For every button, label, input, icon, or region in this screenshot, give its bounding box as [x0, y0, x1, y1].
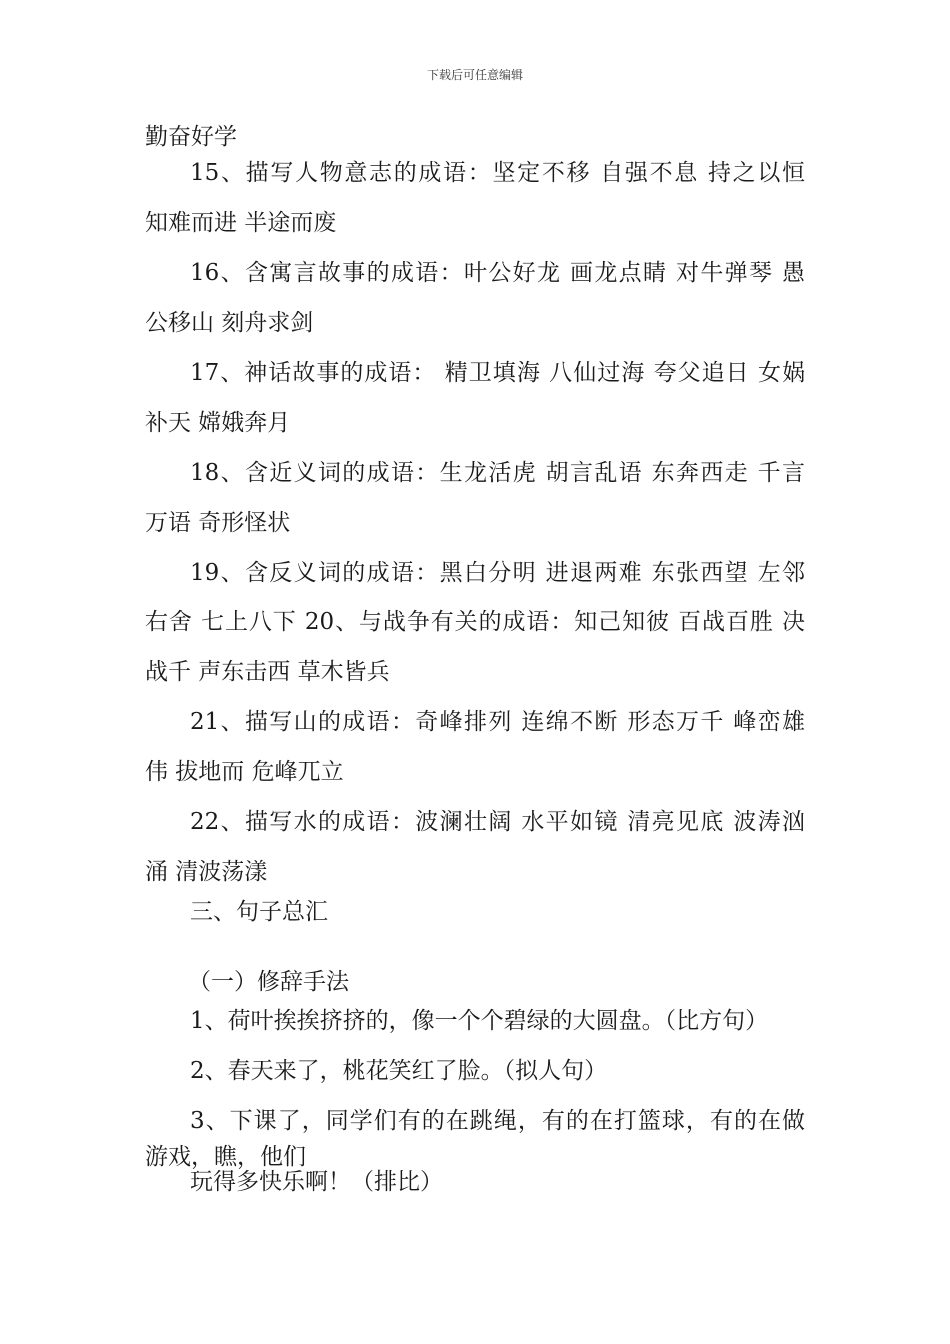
section-heading: 三、句子总汇 [190, 899, 328, 925]
page-header: 下载后可任意编辑 [426, 68, 523, 82]
text-line: 21、描写山的成语：奇峰排列 连绵不断 形态万千 峰峦雄 [190, 709, 805, 735]
text-line: 游戏，瞧，他们 [145, 1144, 306, 1170]
text-line: 万语 奇形怪状 [145, 510, 291, 536]
text-line: 19、含反义词的成语：黑白分明 进退两难 东张西望 左邻 [190, 560, 805, 586]
text-line: 涌 清波荡漾 [145, 859, 268, 885]
text-line: 战千 声东击西 草木皆兵 [145, 659, 390, 685]
text-line: 公移山 刻舟求剑 [145, 310, 314, 336]
text-line: 右舍 七上八下 20、与战争有关的成语：知己知彼 百战百胜 决 [145, 609, 805, 635]
text-line: 玩得多快乐啊！（排比） [190, 1169, 443, 1195]
text-line: 3、下课了，同学们有的在跳绳，有的在打篮球，有的在做 [190, 1108, 805, 1134]
text-line: 补天 嫦娥奔月 [145, 410, 291, 436]
text-line: 2、春天来了，桃花笑红了脸。（拟人句） [190, 1058, 608, 1084]
text-line: 15、描写人物意志的成语：坚定不移 自强不息 持之以恒 [190, 160, 805, 186]
text-line: 1、荷叶挨挨挤挤的，像一个个碧绿的大圆盘。（比方句） [190, 1008, 769, 1034]
text-line: 勤奋好学 [145, 124, 237, 150]
text-line: 知难而进 半途而废 [145, 210, 337, 236]
text-line: 16、含寓言故事的成语：叶公好龙 画龙点睛 对牛弹琴 愚 [190, 260, 805, 286]
text-line: 18、含近义词的成语：生龙活虎 胡言乱语 东奔西走 千言 [190, 460, 805, 486]
subsection-heading: （一）修辞手法 [188, 969, 349, 995]
text-line: 伟 拔地而 危峰兀立 [145, 759, 344, 785]
text-line: 22、描写水的成语：波澜壮阔 水平如镜 清亮见底 波涛汹 [190, 809, 805, 835]
text-line: 17、神话故事的成语： 精卫填海 八仙过海 夸父追日 女娲 [190, 360, 805, 386]
